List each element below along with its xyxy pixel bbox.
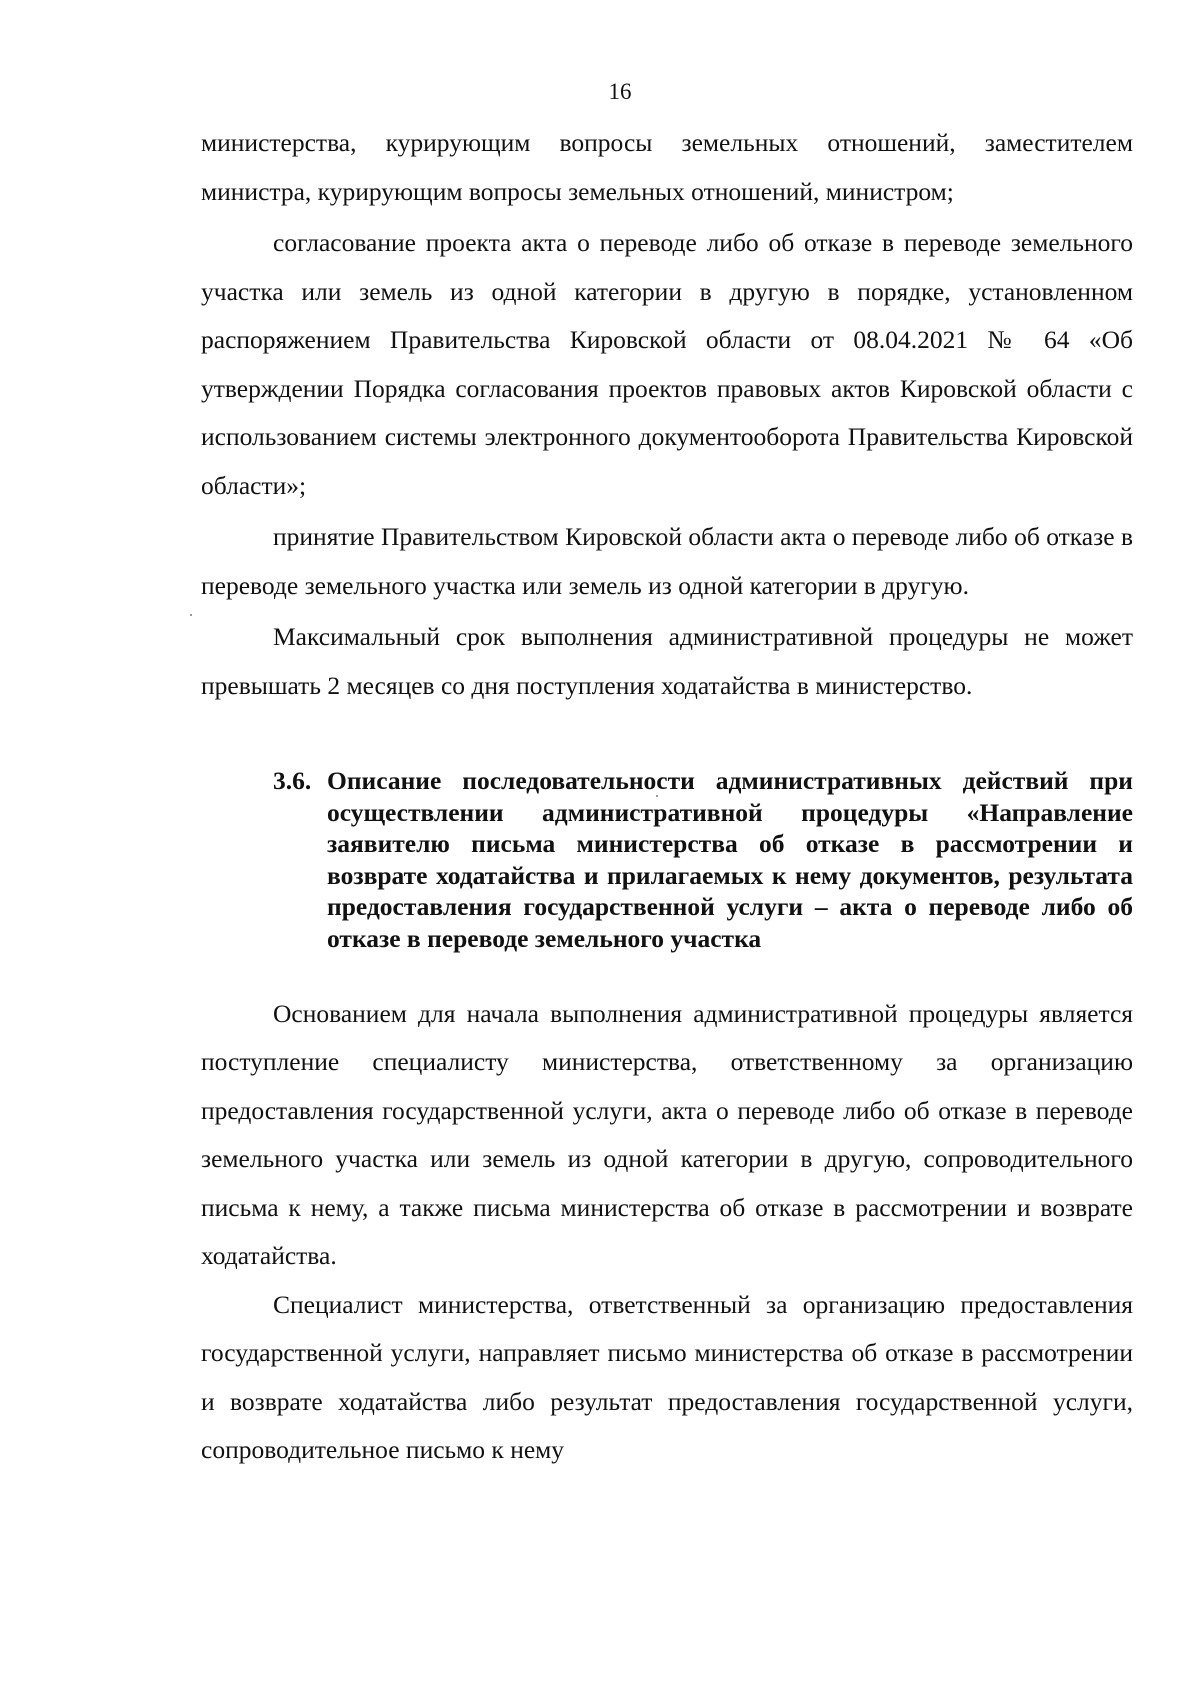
section-title: Описание последовательности административных действий при осуществлении административной процедуры «Направление заявителю письма министерства об отказе в рассмотрении и возврате ходатайства и прилагаемых к нему документов, результата предоставления государственной услуги – акта о переводе либо об отказе в переводе земельного участка <box>327 766 1133 953</box>
page-content <box>201 119 1133 1475</box>
paragraph-approval-step: согласование проекта акта о переводе либо об отказе в переводе земельного участка или земель из одной категории в другую в порядке, установленном распоряжением Правительства Кировской области от 08.04.2021 № 64 «Об утверждении Порядка согласования проектов правовых актов Кировской области с использованием системы электронного документооборота Правительства Кировской области»; <box>201 228 1133 500</box>
scan-speck <box>190 614 192 616</box>
scan-speck <box>656 795 658 797</box>
paragraph-specialist-action: Специалист министерства, ответственный за организацию предоставления государственной услуги, направляет письмо министерства об отказе в рассмотрении и возврате ходатайства либо результат предоставления государственной услуги, сопроводительное письмо к нему <box>201 1289 1133 1465</box>
paragraph-continuation: министерства, курирующим вопросы земельных отношений, заместителем министра, курирующим вопросы земельных отношений, министром; <box>201 128 1133 206</box>
paragraph-max-term: Максимальный срок выполнения административной процедуры не может превышать 2 месяцев со дня поступления ходатайства в министерство. <box>201 622 1133 700</box>
paragraph-government-decision: принятие Правительством Кировской области акта о переводе либо об отказе в переводе земельного участка или земель из одной категории в другую. <box>201 522 1133 600</box>
paragraph-procedure-basis: Основанием для начала выполнения административной процедуры является поступление специалисту министерства, ответственному за организацию предоставления государственной услуги, акта о переводе либо об отказе в переводе земельного участка или земель из одной категории в другую, сопроводительного письма к нему, а также письма министерства об отказе в рассмотрении и возврате ходатайства. <box>201 998 1133 1271</box>
page-number: 16 <box>608 79 632 104</box>
section-number: 3.6. <box>273 766 312 795</box>
section-heading <box>201 765 1133 955</box>
